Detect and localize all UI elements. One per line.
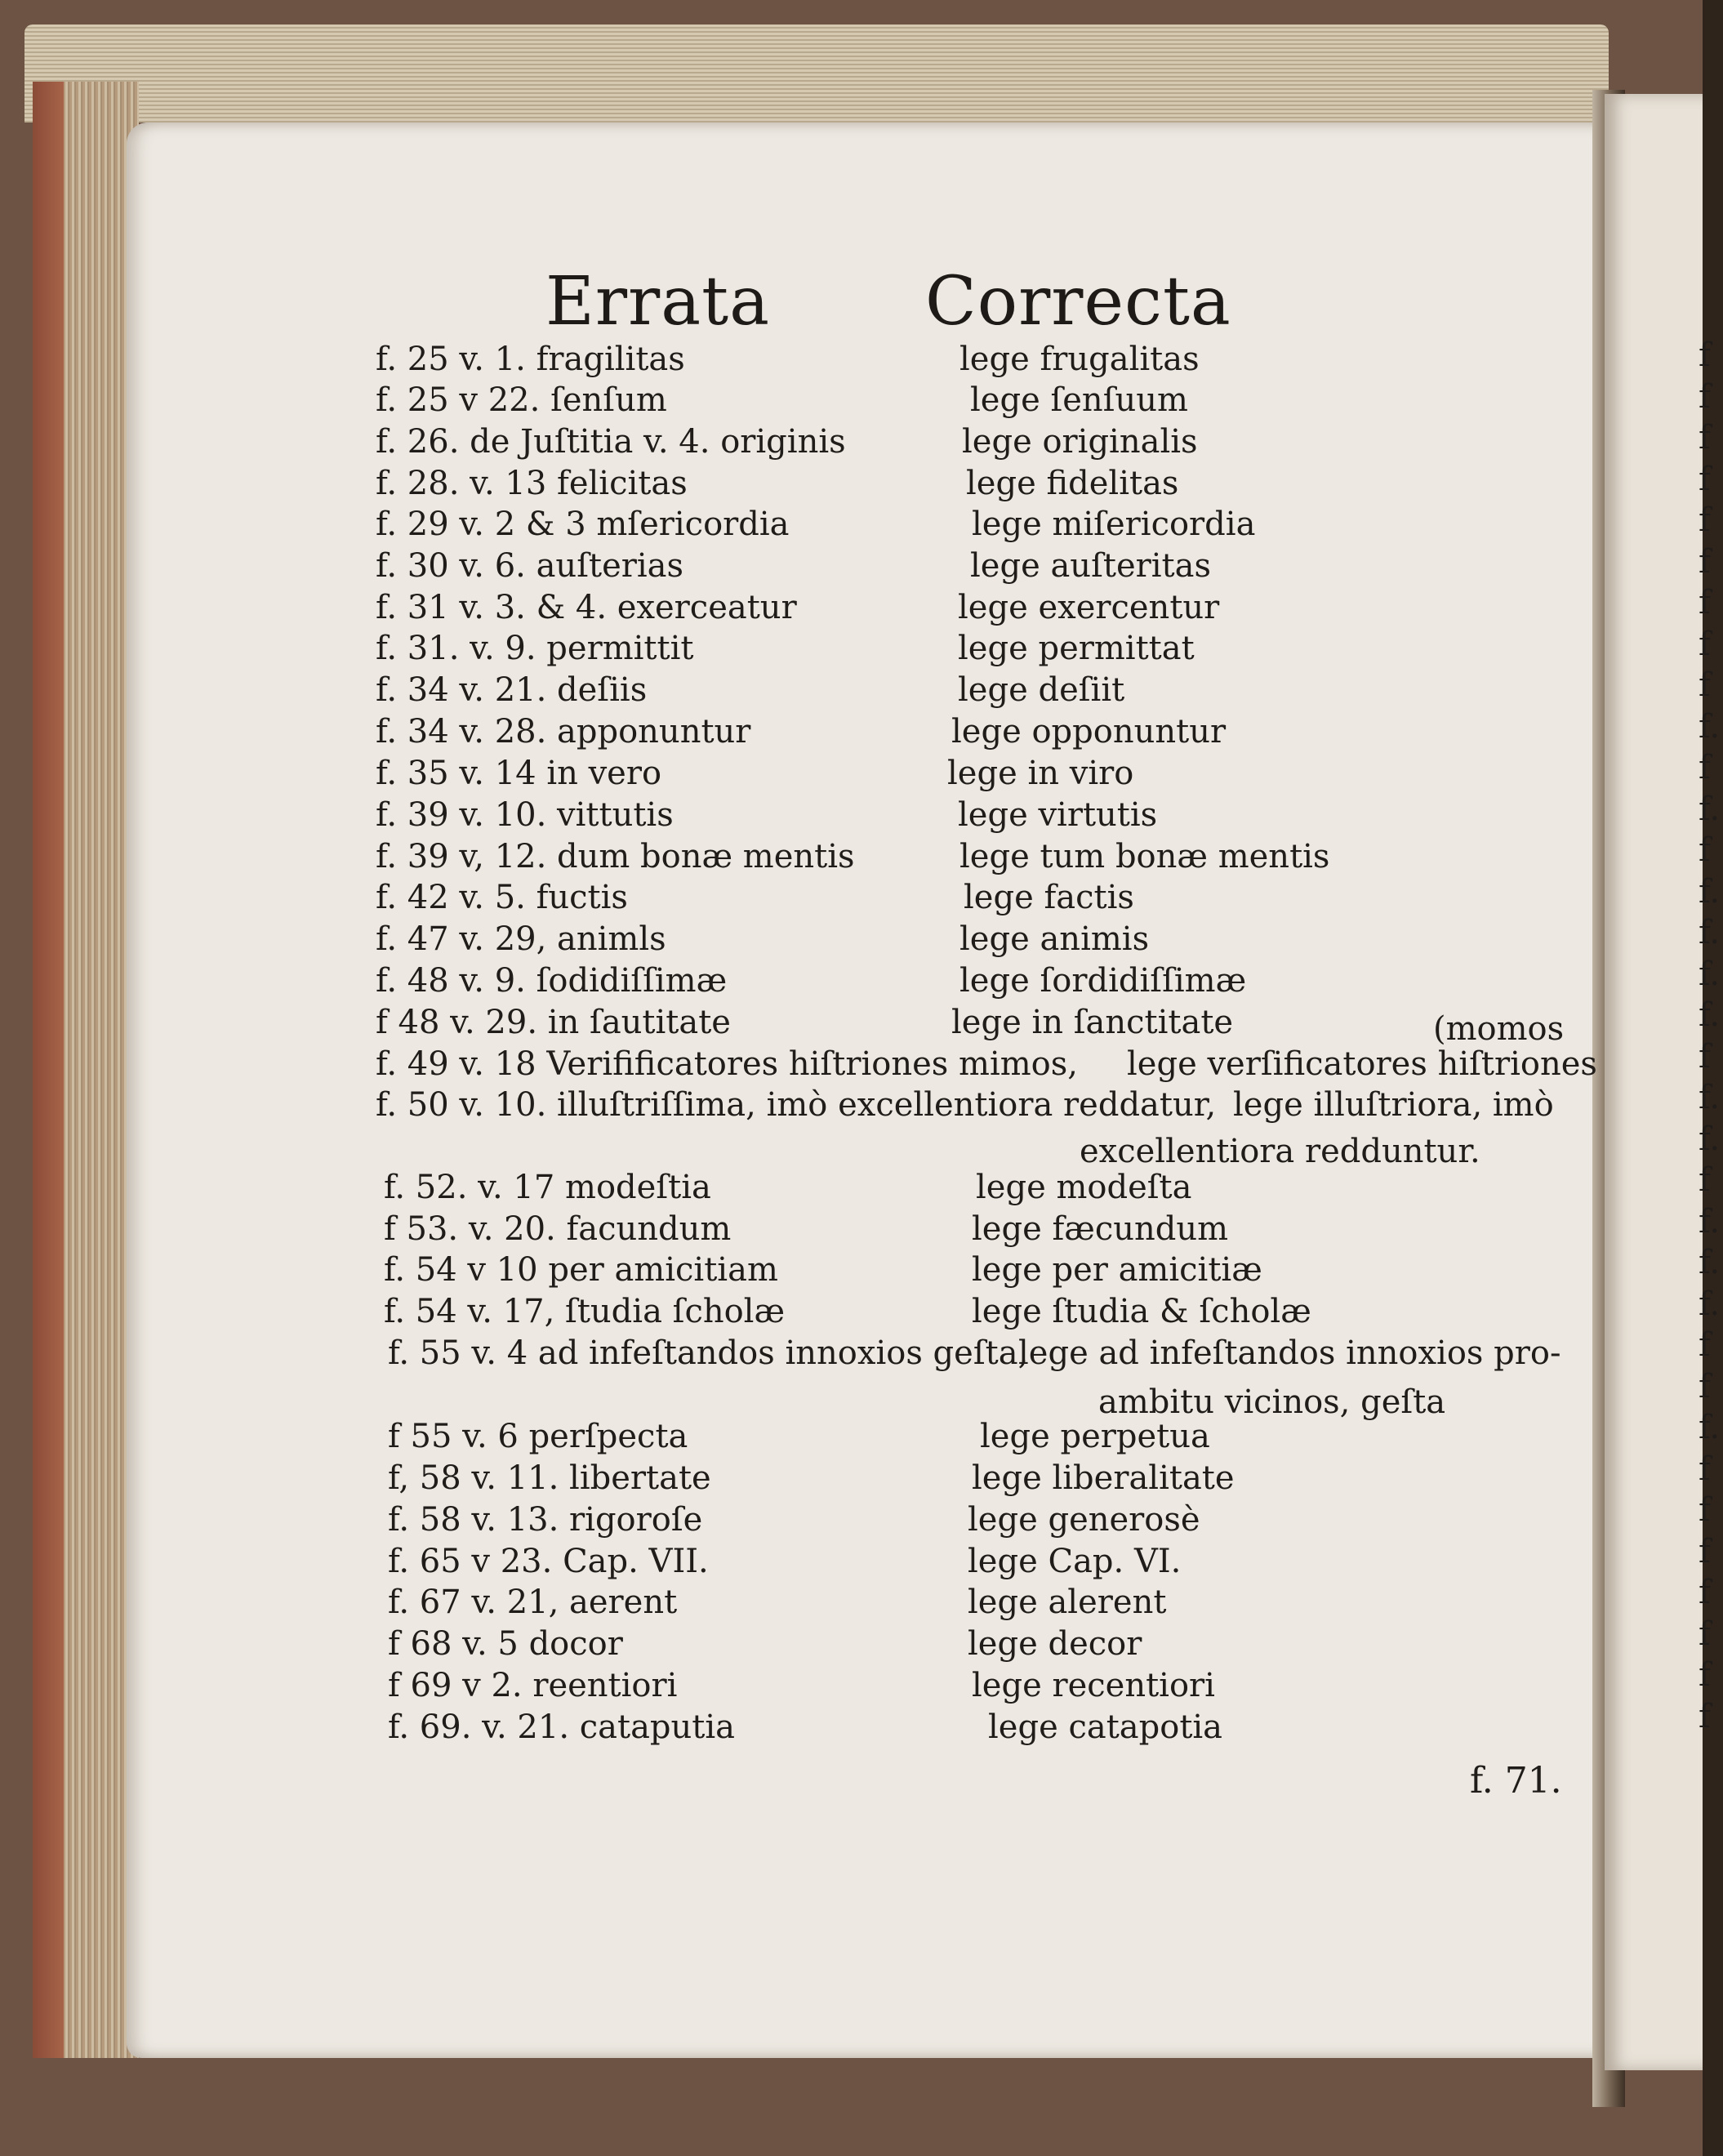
errata-reference: f. 35 v. 14 in vero [376, 755, 662, 792]
correction-text: lege perpetua [980, 1418, 1210, 1455]
errata-reference: f. 67 v. 21, aerent [388, 1584, 678, 1621]
red-edge-stain [33, 82, 64, 2058]
correction-text: lege per amicitiæ [972, 1251, 1262, 1289]
errata-reference: f. 58 v. 13. rigoroſe [388, 1501, 703, 1539]
errata-reference: f. 69. v. 21. cataputia [388, 1708, 735, 1746]
spine [1703, 0, 1723, 2156]
correcta-title: Correcta [925, 263, 1231, 341]
correction-text: lege virtutis [958, 796, 1158, 834]
errata-reference: f. 48 v. 9. ſodidiſſimæ [376, 962, 728, 1000]
right-page-fragment: f [1699, 1491, 1711, 1529]
errata-reference: f. 39 v. 10. vittutis [376, 796, 674, 834]
errata-reference: f. 42 v. 5. fuctis [376, 879, 628, 916]
errata-reference: f 69 v 2. reentiori [388, 1667, 678, 1704]
errata-reference: f. 54 v 10 per amicitiam [384, 1251, 778, 1289]
errata-reference: f. 30 v. 6. auſterias [376, 547, 684, 585]
right-page-fragment: f. [1699, 1202, 1721, 1241]
right-page-fragment: f. [1699, 1244, 1721, 1281]
errata-reference: f. 25 v 22. ſenſum [376, 381, 667, 419]
correction-text: lege factis [964, 879, 1134, 916]
correction-text: lege miſericordia [972, 506, 1256, 543]
right-page-fragment: f [1699, 501, 1711, 539]
right-page-fragment: f [1699, 1697, 1711, 1735]
right-page-fragment: f [1699, 749, 1711, 786]
correction-text: lege animis [959, 920, 1150, 958]
catchword: f. 71. [1470, 1760, 1562, 1802]
errata-reference: f. 47 v. 29, animls [376, 920, 666, 958]
errata-reference: f. 25 v. 1. fragilitas [376, 341, 685, 378]
page-edges-top [24, 24, 1609, 122]
correction-text: lege in ſanctitate [951, 1004, 1234, 1041]
right-page-fragment: f [1699, 542, 1711, 581]
errata-reference: f. 29 v. 2 & 3 mſericordia [376, 506, 790, 543]
correction-text: lege auſteritas [970, 547, 1211, 585]
errata-reference: f. 34 v. 21. deſiis [376, 671, 648, 709]
correction-text: lege recentiori [972, 1667, 1215, 1704]
correction-text: lege alerent [968, 1584, 1167, 1621]
correction-text: lege fæcundum [972, 1210, 1229, 1248]
right-page-fragment: f. [1699, 872, 1721, 911]
right-page-fragment: f [1699, 1574, 1711, 1611]
correction-text: lege ad infeſtandos innoxios pro- [1018, 1334, 1561, 1372]
errata-reference: f 53. v. 20. facundum [384, 1210, 732, 1248]
right-page-fragment: f [1699, 625, 1711, 663]
right-page-fragment: f [1699, 377, 1711, 416]
continuation-line: excellentiora redduntur. [1080, 1133, 1480, 1170]
errata-reference: f. 39 v, 12. dum bonæ mentis [376, 838, 855, 875]
right-page-fragment: f. [1699, 1409, 1721, 1446]
correction-text: lege ſordidiſſimæ [959, 962, 1247, 1000]
right-page-fragment: f [1699, 1450, 1711, 1488]
errata-reference: f. 34 v. 28. apponuntur [376, 713, 751, 751]
right-page-fragment: f [1699, 666, 1711, 704]
errata-reference: f 68 v. 5 docor [388, 1625, 623, 1663]
right-page-fragment: f [1699, 584, 1711, 621]
right-page-fragment: f [1699, 1037, 1711, 1076]
correction-text: lege catapotia [988, 1708, 1223, 1746]
correction-text: lege generosè [968, 1501, 1200, 1539]
correction-text: lege fidelitas [966, 465, 1179, 502]
right-page-fragment: f. [1699, 1285, 1721, 1323]
continuation-line: ambitu vicinos, geſta [1098, 1383, 1446, 1421]
correction-text: lege ſtudia & ſcholæ [972, 1293, 1311, 1330]
correction-text: lege permittat [958, 630, 1195, 667]
errata-reference: f 48 v. 29. in ſautitate [376, 1004, 731, 1041]
right-page-fragment: f [1699, 1656, 1711, 1694]
errata-reference: f. 50 v. 10. illuſtriſſima, imò excellentiora reddatur, [376, 1086, 1217, 1124]
momos-note: (momos [1433, 1010, 1565, 1048]
correction-text: lege opponuntur [951, 713, 1227, 751]
right-page-fragment: f. [1699, 955, 1721, 993]
correction-text: lege originalis [962, 423, 1198, 461]
errata-reference: f. 55 v. 4 ad infeſtandos innoxios geſta, [388, 1334, 1029, 1372]
right-page-fragment: f [1699, 1615, 1711, 1653]
correction-text: lege in viro [947, 755, 1134, 792]
right-page-fragment: f [1699, 336, 1711, 374]
right-page-fragment: f. [1699, 914, 1721, 951]
right-page-fragment: f [1699, 1161, 1711, 1199]
right-page-fragment: f [1699, 460, 1711, 498]
correction-text: lege illuſtriora, imò [1233, 1086, 1554, 1124]
right-page-fragment: f. [1699, 790, 1721, 828]
errata-reference: f. 49 v. 18 Verifificatores hiſtriones mimos, [376, 1045, 1078, 1083]
correction-text: lege tum bonæ mentis [959, 838, 1330, 875]
errata-reference: f. 31. v. 9. permittit [376, 630, 694, 667]
right-page-fragment: f. [1699, 707, 1721, 746]
correction-text: lege frugalitas [959, 341, 1200, 378]
right-page-fragment: f. [1699, 996, 1721, 1034]
right-page-fragment: f. [1699, 1120, 1721, 1158]
errata-reference: f. 65 v 23. Cap. VII. [388, 1543, 709, 1580]
errata-reference: f, 58 v. 11. libertate [388, 1459, 711, 1497]
correction-text: lege verſificatores hiſtriones [1127, 1045, 1597, 1083]
errata-reference: f. 28. v. 13 felicitas [376, 465, 688, 502]
errata-reference: f. 26. de Juſtitia v. 4. originis [376, 423, 846, 461]
right-page-fragment: f [1699, 419, 1711, 457]
correction-text: lege ſenſuum [970, 381, 1188, 419]
correction-text: lege deſiit [958, 671, 1125, 709]
right-page-fragment: f [1699, 1367, 1711, 1405]
right-page-fragment: f [1699, 831, 1711, 869]
right-page-fragment: f [1699, 1326, 1711, 1364]
errata-reference: f 55 v. 6 perſpecta [388, 1418, 688, 1455]
right-page-fragment: f [1699, 1532, 1711, 1570]
errata-title: Errata [545, 263, 770, 341]
correction-text: lege liberalitate [972, 1459, 1235, 1497]
errata-reference: f. 52. v. 17 modeſtia [384, 1169, 711, 1206]
errata-reference: f. 54 v. 17, ſtudia ſcholæ [384, 1293, 786, 1330]
correction-text: lege exercentur [958, 589, 1220, 626]
correction-text: lege decor [968, 1625, 1142, 1663]
errata-reference: f. 31 v. 3. & 4. exerceatur [376, 589, 797, 626]
correction-text: lege Cap. VI. [968, 1543, 1182, 1580]
correction-text: lege modeſta [976, 1169, 1192, 1206]
right-page-fragment: f. [1699, 1079, 1721, 1116]
